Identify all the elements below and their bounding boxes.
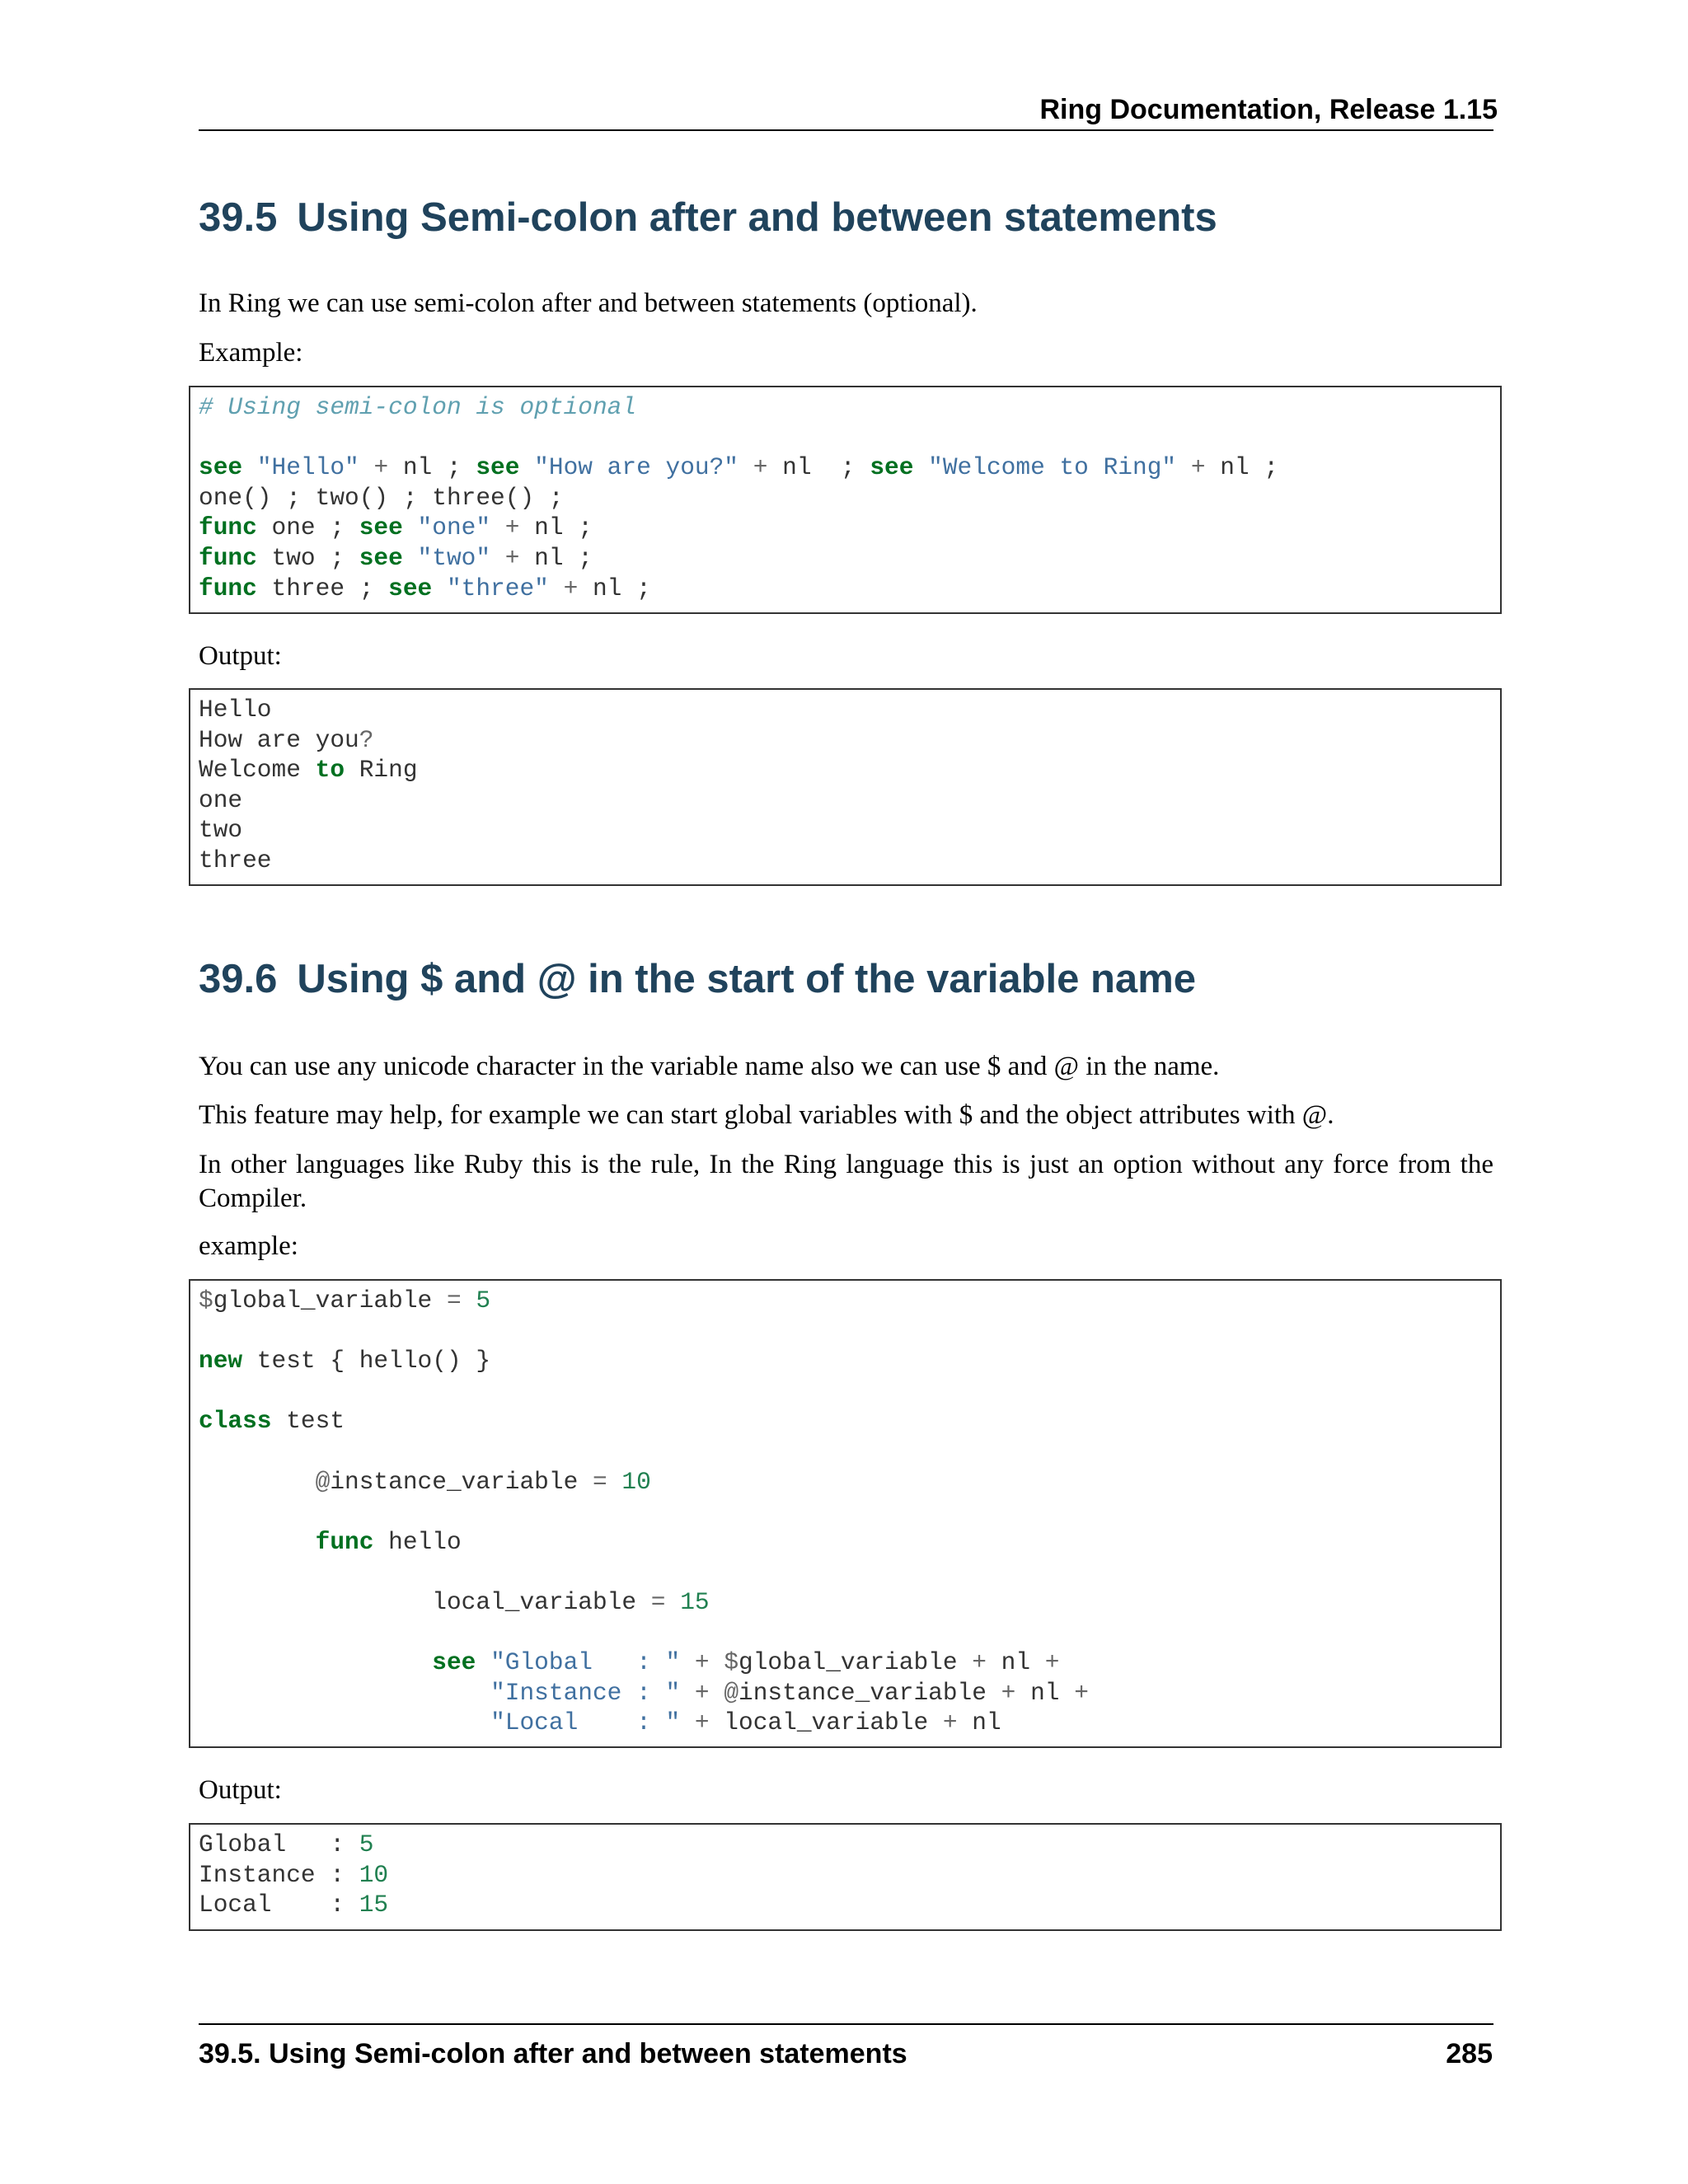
running-header: Ring Documentation, Release 1.15 xyxy=(1039,94,1498,125)
code-line: # Using semi-colon is optional xyxy=(199,393,637,421)
output-line: How are you? xyxy=(199,725,374,754)
code-line: $global_variable = 5 xyxy=(199,1286,491,1315)
code-line: "Local : " + local_variable + nl xyxy=(490,1708,1001,1737)
example-label: example: xyxy=(199,1231,298,1261)
output-label: Output: xyxy=(199,641,282,671)
code-line: func three ; see "three" + nl ; xyxy=(199,574,651,602)
section-heading-39-5 xyxy=(199,194,1217,241)
code-line: new test { hello() } xyxy=(199,1347,491,1376)
code-line: see "Hello" + nl ; see "How are you?" + nl ; see "Welcome to Ring" + nl ; xyxy=(199,453,1279,482)
footer-rule xyxy=(199,2023,1493,2025)
page-number: 285 xyxy=(1446,2038,1493,2069)
output-label: Output: xyxy=(199,1775,282,1805)
header-rule xyxy=(199,129,1493,131)
code-line: see "Global : " + $global_variable + nl + xyxy=(432,1648,1060,1677)
code-line: @instance_variable = 10 xyxy=(315,1467,651,1496)
output-block-semicolon xyxy=(189,688,1502,886)
code-line: func two ; see "two" + nl ; xyxy=(199,543,593,572)
paragraph-feature: This feature may help, for example we can start global variables with $ and the object attributes with @. xyxy=(199,1100,1334,1130)
code-line: func hello xyxy=(315,1527,462,1556)
output-line: Instance : 10 xyxy=(199,1860,389,1889)
code-line: func one ; see "one" + nl ; xyxy=(199,513,593,542)
section-title: Using $ and @ in the start of the variable name xyxy=(297,957,1197,1001)
code-line: local_variable = 15 xyxy=(199,1587,710,1616)
output-line: Global : 5 xyxy=(199,1830,374,1858)
example-label: Example: xyxy=(199,338,303,368)
code-line: class test xyxy=(199,1407,345,1436)
section-number: 39.5 xyxy=(199,195,278,240)
output-line: three xyxy=(199,846,272,874)
section-heading-39-6 xyxy=(199,956,1196,1002)
section-number: 39.6 xyxy=(199,957,278,1001)
output-line: one xyxy=(199,785,243,814)
paragraph-unicode: You can use any unicode character in the variable name also we can use $ and @ in the name. xyxy=(199,1052,1220,1081)
footer-section-title: 39.5. Using Semi-colon after and between statements xyxy=(199,2038,907,2069)
code-line: "Instance : " + @instance_variable + nl + xyxy=(490,1678,1089,1707)
output-line: Local : 15 xyxy=(199,1891,389,1919)
output-block-variables xyxy=(189,1823,1502,1931)
section-title: Using Semi-colon after and between statements xyxy=(297,195,1217,240)
output-line: two xyxy=(199,816,243,845)
output-line: Welcome to Ring xyxy=(199,756,418,785)
section-intro: In Ring we can use semi-colon after and between statements (optional). xyxy=(199,288,978,318)
code-block-variables xyxy=(189,1279,1502,1748)
code-line: one() ; two() ; three() ; xyxy=(199,483,564,512)
paragraph-ruby: In other languages like Ruby this is the rule, In the Ring language this is just an option without any force from the Compiler. xyxy=(199,1150,1493,1213)
code-block-semicolon xyxy=(189,386,1502,614)
output-line: Hello xyxy=(199,696,272,724)
